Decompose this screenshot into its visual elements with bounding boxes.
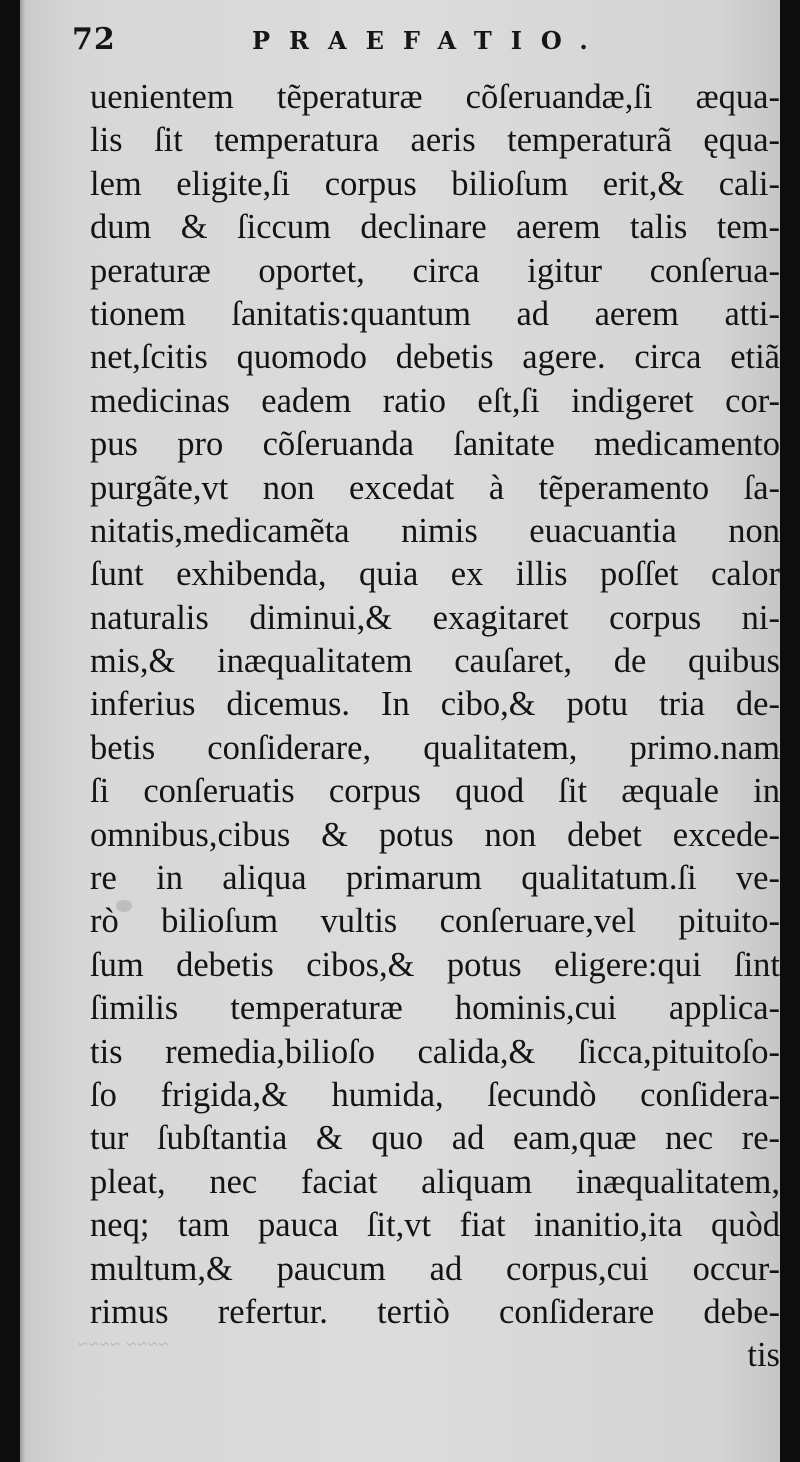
text-line: net,ſcitis quomodo debetis agere. circa etiã xyxy=(90,338,780,377)
running-head-title: PRAEFATIO. xyxy=(252,26,607,55)
text-line: neq; tam pauca ſit,vt fiat inanitio,ita quòd xyxy=(90,1206,780,1245)
text-line: uenientem tẽperaturæ cõſeruandæ,ſi æqua- xyxy=(90,78,780,116)
book-page xyxy=(20,0,780,1462)
text-line: tur ſubſtantia & quo ad eam,quæ nec re- xyxy=(90,1119,780,1158)
text-line: ſum debetis cibos,& potus eligere:qui ſint xyxy=(90,945,780,984)
text-line: ſunt exhibenda, quia ex illis poſſet calor xyxy=(90,555,780,594)
text-line: purgãte,vt non excedat à tẽperamento ſa- xyxy=(90,468,780,507)
text-line: inferius dicemus. In cibo,& potu tria de- xyxy=(90,685,780,724)
text-line: lem eligite,ſi corpus bilioſum erit,& cali- xyxy=(90,164,780,203)
text-line: dum & ſiccum declinare aerem talis tem- xyxy=(90,208,780,247)
page-gutter-shadow xyxy=(20,0,26,1462)
text-line: mis,& inæqualitatem cauſaret, de quibus xyxy=(90,642,780,681)
text-line: medicinas eadem ratio eſt,ſi indigeret cor- xyxy=(90,381,780,420)
page-number: 72 xyxy=(72,22,116,57)
text-line: pleat, nec faciat aliquam inæqualitatem, xyxy=(90,1162,780,1201)
text-line: peraturæ oportet, circa igitur conſerua- xyxy=(90,251,780,290)
text-line: multum,& paucum ad corpus,cui occur- xyxy=(90,1249,780,1288)
text-line: lis ſit temperatura aeris temperaturã ęqua- xyxy=(90,121,780,160)
text-line: omnibus,cibus & potus non debet excede- xyxy=(90,815,780,854)
text-line: ſi conſeruatis corpus quod ſit æquale in xyxy=(90,772,780,811)
text-line: rò bilioſum vultis conſeruare,vel pituito- xyxy=(90,902,780,941)
text-line: re in aliqua primarum qualitatum.ſi ve- xyxy=(90,859,780,898)
text-line: tis remedia,bilioſo calida,& ſicca,pituitoſo- xyxy=(90,1032,780,1071)
text-line: betis conſiderare, qualitatem, primo.nam xyxy=(90,728,780,767)
text-line: nitatis,medicamẽta nimis euacuantia non xyxy=(90,511,780,550)
text-line: naturalis diminui,& exagitaret corpus ni- xyxy=(90,598,780,637)
running-header xyxy=(72,18,772,64)
text-line: pus pro cõſeruanda ſanitate medicamento xyxy=(90,425,780,464)
show-through-ink: ~~~~ ~~~~ xyxy=(78,1334,170,1354)
catchword: tis xyxy=(747,1336,780,1375)
text-line: tionem ſanitatis:quantum ad aerem atti- xyxy=(90,294,780,333)
text-line: ſimilis temperaturæ hominis,cui applica- xyxy=(90,989,780,1028)
text-line: rimus refertur. tertiò conſiderare debe- xyxy=(90,1292,780,1331)
text-line: ſo frigida,& humida, ſecundò conſidera- xyxy=(90,1075,780,1114)
body-text xyxy=(90,76,780,1378)
